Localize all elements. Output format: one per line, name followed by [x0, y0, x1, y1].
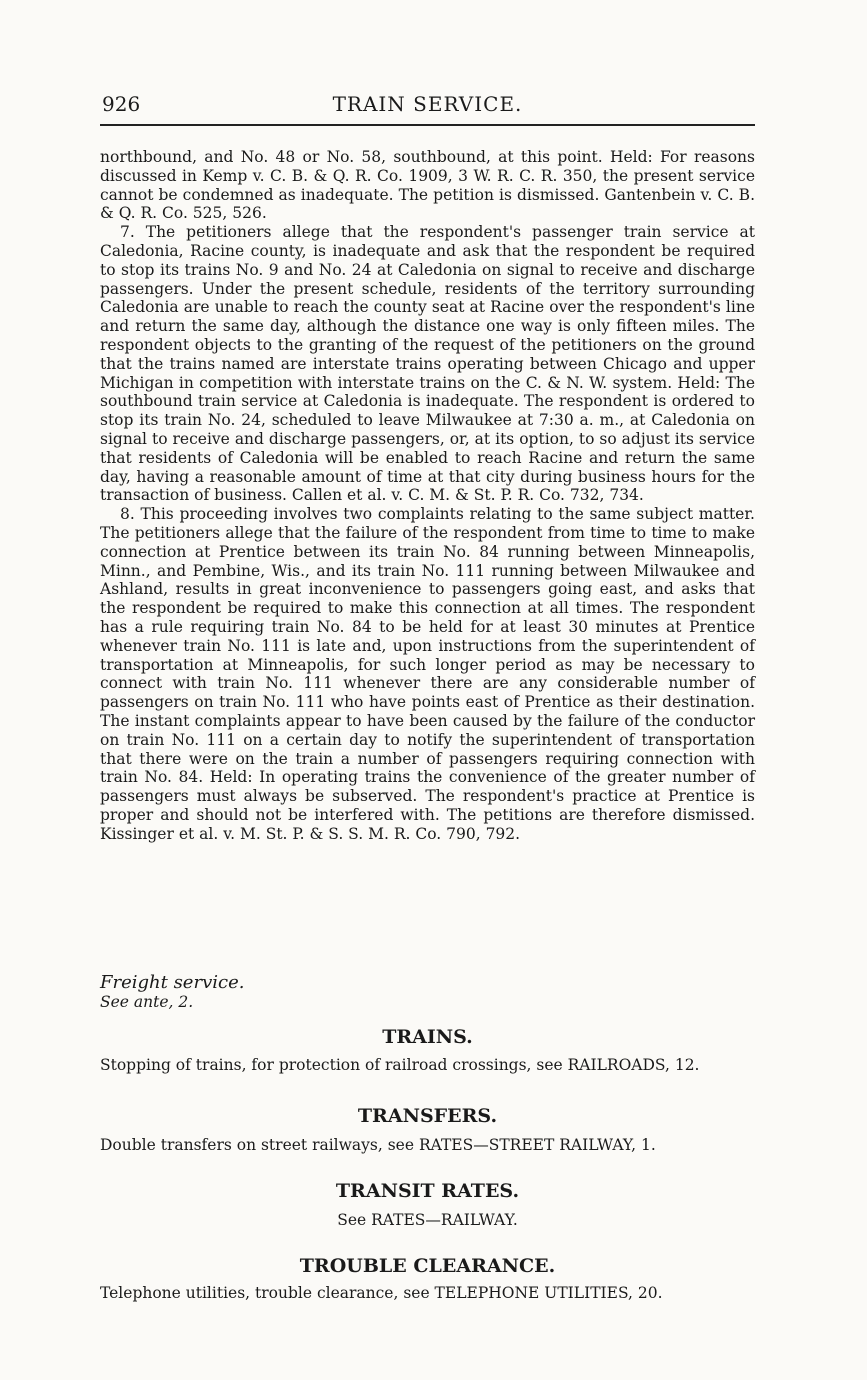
page-header — [100, 92, 755, 126]
section-entry-transfers: Double transfers on street railways, see RATES—STREET RAILWAY, 1. — [100, 1136, 656, 1154]
entry-text: Stopping of trains, for protection of railroad crossings, see RAILROADS, 12. — [100, 1056, 700, 1074]
section-title-transfers: TRANSFERS. — [357, 1105, 498, 1127]
paragraph-7: 7. The petitioners allege that the respondent's passenger train service at Caledonia, Racine county, is inadequate and ask that the respondent be required to stop its trains No. 9 and No. 24 at Caledonia on signal to receive and discharge passengers. Under the present schedule, residents of the territory surrounding Caledonia are unable to reach the county seat at Racine over the respondent's line and return the same day, although the distance one way is only fifteen miles. The respondent objects to the granting of the request of the petitioners on the ground that the trains named are interstate trains operating between Chicago and upper Michigan in competition with interstate trains on the C. & N. W. system. Held: The southbound train service at Caledonia is inadequate. The respondent is ordered to stop its train No. 24, scheduled to leave Milwaukee at 7:30 a. m., at Caledonia on signal to receive and discharge passengers, or, at its option, to so adjust its service that residents of Caledonia will be enabled to reach Racine and return the same day, having a reasonable amount of time at that city during business hours for the transaction of business. Callen et al. v. C. M. & St. P. R. Co. 732, 734. — [100, 223, 755, 505]
section-title-trains: TRAINS. — [382, 1026, 473, 1048]
body-text — [100, 148, 755, 843]
paragraph-8: 8. This proceeding involves two complaints relating to the same subject matter. The petitioners allege that the failure of the respondent from time to time to make connection at Prentice between its train No. 84 running between Minneapolis, Minn., and Pembine, Wis., and its train No. 111 running between Milwaukee and Ashland, results in great inconvenience to passengers going east, and asks that the respondent be required to make this connection at all times. The respondent has a rule requiring train No. 84 to be held for at least 30 minutes at Prentice whenever train No. 111 is late and, upon instructions from the superintendent of transportation at Minneapolis, for such longer period as may be necessary to connect with train No. 111 whenever there are any considerable number of passengers on train No. 111 who have points east of Prentice as their destination. The instant complaints appear to have been caused by the failure of the conductor on train No. 111 on a certain day to notify the superintendent of transportation that there were on the train a number of passengers requiring connection with train No. 84. Held: In operating trains the convenience of the greater number of passengers must always be subserved. The respondent's practice at Prentice is proper and should not be interfered with. The petitions are therefore dismissed. Kissinger et al. v. M. St. P. & S. S. M. R. Co. 790, 792. — [100, 505, 755, 843]
freight-service-entry — [100, 972, 755, 1011]
freight-service-see: See ante, 2. — [100, 993, 194, 1011]
paragraph-continued: northbound, and No. 48 or No. 58, southbound, at this point. Held: For reasons discussed in Kemp v. C. B. & Q. R. Co. 1909, 3 W. R. C. R. 350, the present service cannot be condemned as inadequate. The petition is dismissed. Gantenbein v. C. B. & Q. R. Co. 525, 526. — [100, 148, 755, 223]
running-head: TRAIN SERVICE. — [332, 92, 523, 116]
freight-service-title: Freight service. — [100, 972, 245, 993]
section-entry-trains — [100, 1056, 755, 1075]
section-entry-trouble-clearance: Telephone utilities, trouble clearance, see TELEPHONE UTILITIES, 20. — [100, 1284, 663, 1302]
page-number: 926 — [102, 92, 141, 116]
section-title-transit-rates: TRANSIT RATES. — [335, 1180, 520, 1202]
section-title-trouble-clearance: TROUBLE CLEARANCE. — [299, 1255, 556, 1277]
section-entry-transit-rates: See RATES—RAILWAY. — [337, 1211, 518, 1229]
